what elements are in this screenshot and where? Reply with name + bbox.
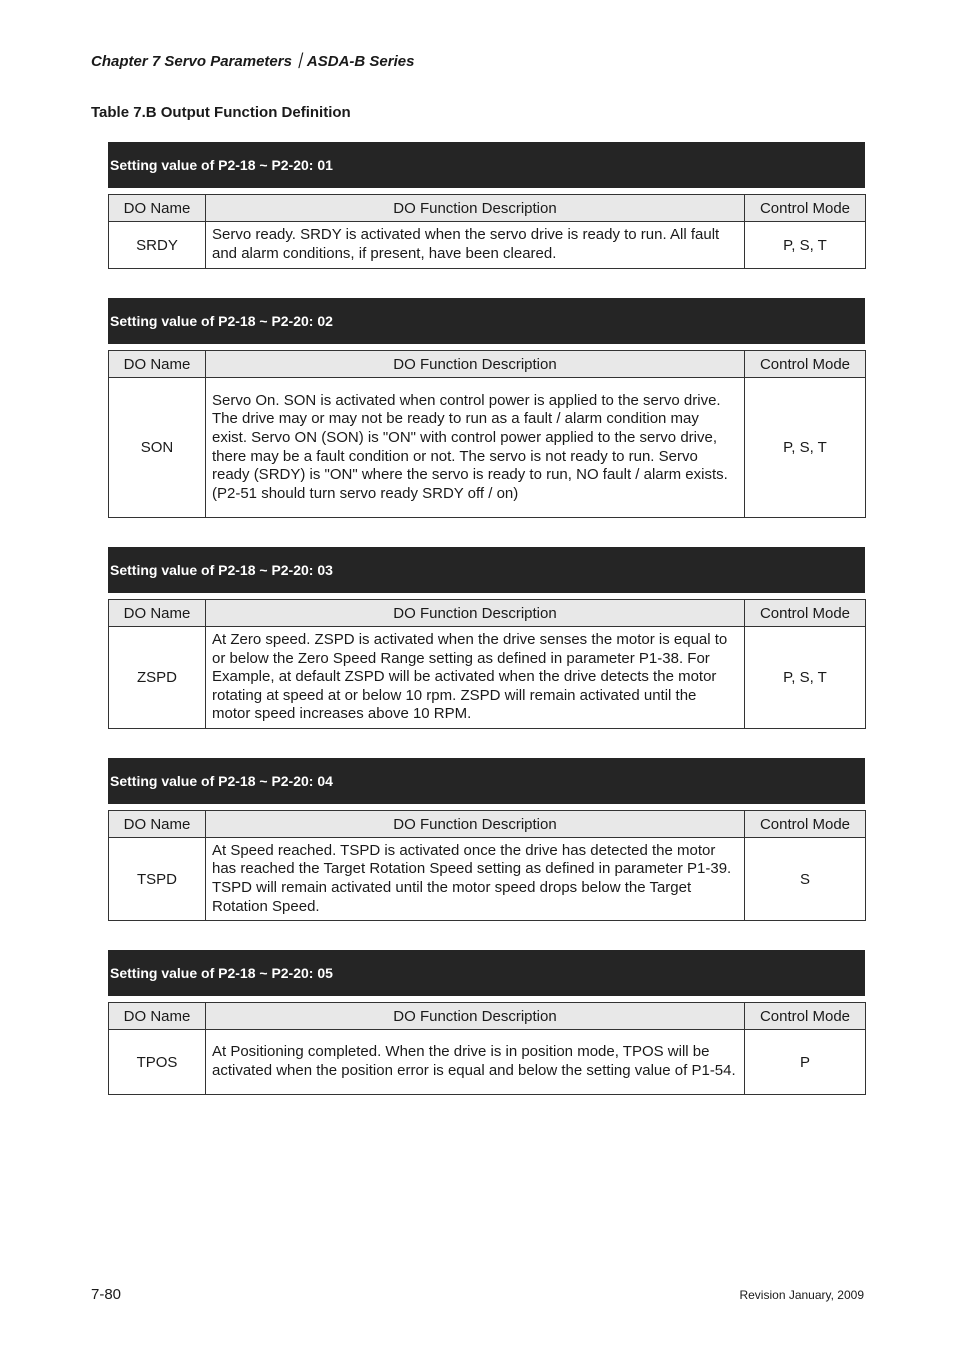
page-number: 7-80 [91,1286,122,1303]
column-header-do-name: DO Name [109,600,206,627]
table-header-row [109,195,866,222]
do-name-cell: SRDY [109,222,206,269]
column-header-control-mode: Control Mode [745,1003,866,1030]
setting-block-02 [108,298,865,518]
table-caption: Table 7.B Output Function Definition [91,104,351,121]
table-row [109,1030,866,1095]
do-name-cell: TSPD [109,838,206,921]
setting-block-title: Setting value of P2-18 ~ P2-20: 02 [108,298,865,344]
control-mode-cell: P, S, T [745,378,866,518]
setting-block-title: Setting value of P2-18 ~ P2-20: 03 [108,547,865,593]
description-cell: At Positioning completed. When the drive is in position mode, TPOS will be activated when the position error is equal and below the setting value of P1-54. [206,1030,745,1095]
definition-table [108,350,866,518]
table-row [109,378,866,518]
chapter-header: Chapter 7 Servo Parameters｜ASDA-B Series [91,53,415,70]
description-cell: At Speed reached. TSPD is activated once the drive has detected the motor has reached the Target Rotation Speed setting as defined in parameter P1-39. TSPD will remain activated until the motor speed drops below the Target Rotation Speed. [206,838,745,921]
table-header-row [109,351,866,378]
definition-table [108,599,866,729]
do-name-cell: TPOS [109,1030,206,1095]
column-header-description: DO Function Description [206,811,745,838]
column-header-do-name: DO Name [109,195,206,222]
table-header-row [109,1003,866,1030]
do-name-cell: SON [109,378,206,518]
output-function-blocks [108,142,865,1124]
column-header-do-name: DO Name [109,811,206,838]
column-header-description: DO Function Description [206,600,745,627]
column-header-do-name: DO Name [109,1003,206,1030]
column-header-description: DO Function Description [206,1003,745,1030]
column-header-control-mode: Control Mode [745,811,866,838]
setting-block-title: Setting value of P2-18 ~ P2-20: 01 [108,142,865,188]
table-row [109,222,866,269]
table-header-row [109,600,866,627]
description-cell: Servo ready. SRDY is activated when the servo drive is ready to run. All fault and alarm conditions, if present, have been cleared. [206,222,745,269]
description-cell: Servo On. SON is activated when control power is applied to the servo drive. The drive may or may not be ready to run as a fault / alarm condition may exist. Servo ON (SON) is "ON" with control power applied to the servo drive, there may be a fault condition or not. The servo is not ready to run. Servo ready (SRDY) is "ON" where the servo is ready to run, NO fault / alarm exists. (P2-51 should turn servo ready SRDY off / on) [206,378,745,518]
table-row [109,838,866,921]
revision-date: Revision January, 2009 [739,1288,864,1302]
column-header-control-mode: Control Mode [745,351,866,378]
control-mode-cell: P, S, T [745,627,866,729]
column-header-description: DO Function Description [206,351,745,378]
setting-block-01 [108,142,865,269]
description-cell: At Zero speed. ZSPD is activated when the drive senses the motor is equal to or below the Zero Speed Range setting as defined in parameter P1-38. For Example, at default ZSPD will be activated when the drive detects the motor rotating at speed at or below 10 rpm. ZSPD will remain activated until the motor speed increases above 10 RPM. [206,627,745,729]
definition-table [108,810,866,921]
column-header-control-mode: Control Mode [745,195,866,222]
setting-block-03 [108,547,865,729]
table-row [109,627,866,729]
column-header-control-mode: Control Mode [745,600,866,627]
control-mode-cell: S [745,838,866,921]
column-header-description: DO Function Description [206,195,745,222]
setting-block-title: Setting value of P2-18 ~ P2-20: 05 [108,950,865,996]
column-header-do-name: DO Name [109,351,206,378]
setting-block-05 [108,950,865,1095]
setting-block-title: Setting value of P2-18 ~ P2-20: 04 [108,758,865,804]
definition-table [108,1002,866,1095]
do-name-cell: ZSPD [109,627,206,729]
definition-table [108,194,866,269]
control-mode-cell: P [745,1030,866,1095]
control-mode-cell: P, S, T [745,222,866,269]
setting-block-04 [108,758,865,921]
table-header-row [109,811,866,838]
